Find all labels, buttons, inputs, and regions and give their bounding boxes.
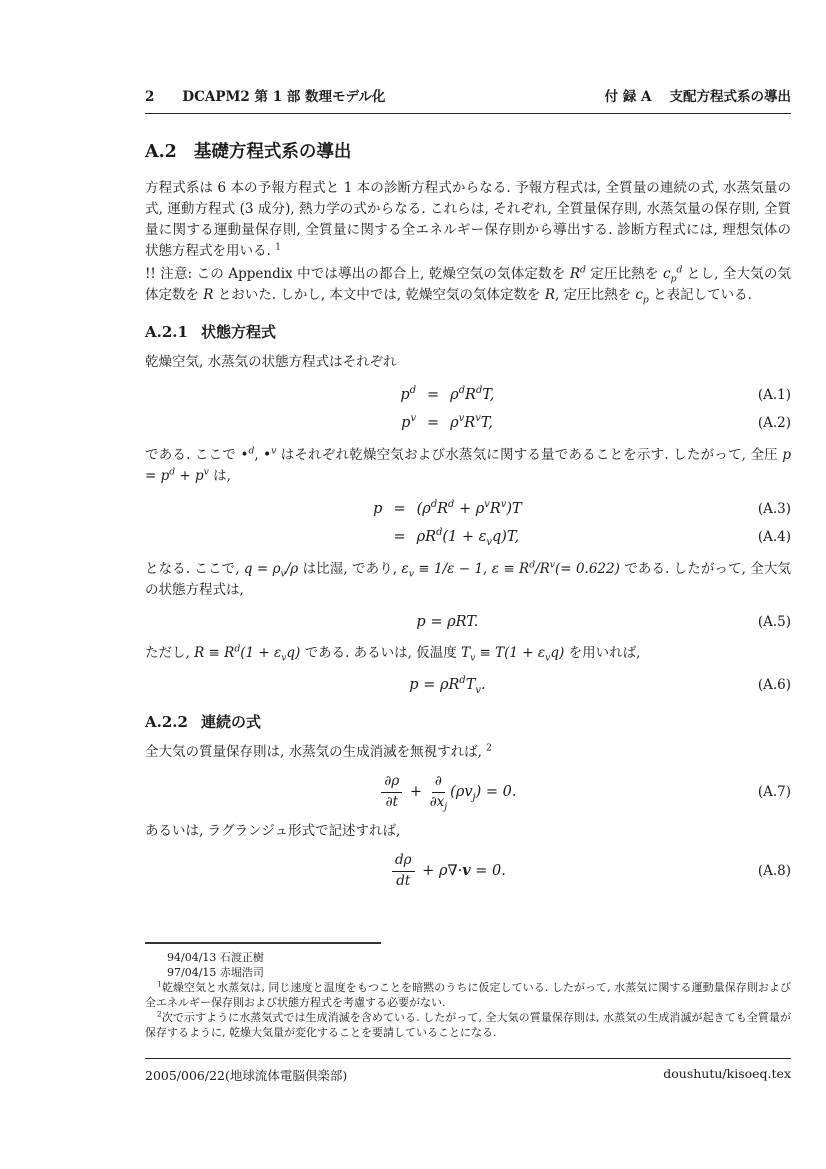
- equation-a2-lhs: $p^v$: [401, 413, 417, 431]
- equation-a2-rhs: $\rho^vR^vT$,: [450, 413, 493, 431]
- equation-a3-label: (A.3): [757, 501, 791, 517]
- equation-a2-relation: =: [427, 415, 440, 431]
- document-page: [145, 90, 791, 900]
- footnote-area: [145, 942, 791, 1040]
- equation-a8-body: $\frac{d\rho}{dt}$ + ρ∇·v = 0.: [389, 852, 506, 890]
- section-title: 基礎方程式系の導出: [193, 142, 352, 162]
- subsection-title: 状態方程式: [200, 323, 276, 341]
- running-title-left: DCAPM2 第 1 部 数理モデル化: [182, 89, 386, 105]
- footnote-1: $^1$乾燥空気と水蒸気は, 同じ速度と温度をもつことを暗黙のうちに仮定している. したがって, 水蒸気に関する運動量保存則および全エネルギー保存則および状態方程式を考慮する必要がない.: [145, 979, 791, 1009]
- appendix-label: 付 録 A: [604, 89, 652, 105]
- paragraph-total-pressure: である. ここで •$^d$, •$^v$ はそれぞれ乾燥空気および水蒸気に関する量であることを示す. したがって, 全圧 $p = p^d + p^v$ は,: [145, 445, 792, 484]
- page-header: [145, 90, 791, 114]
- page-footer: [145, 1058, 791, 1084]
- paragraph-note: !! 注意: この Appendix 中では導出の都合上, 乾燥空気の気体定数を $R^d$ 定圧比熱を $c_p^d$ とし, 全大気の気体定数を R とおいた. しかし, 本文中では, 乾燥空気の気体定数を R, 定圧比熱を $c_p$ と表記している.: [145, 264, 791, 306]
- footnote-2: $^2$次で示すように水蒸気式では生成消滅を含めている. したがって, 全大気の質量保存則は, 水蒸気の生成消滅が起きても全質量が保存するように, 乾燥大気量が変化することを要請していることになる.: [145, 1009, 791, 1039]
- footnote-rule: [145, 942, 381, 944]
- footer-filename: doushutu/kisoeq.tex: [663, 1066, 791, 1081]
- equation-a1-lhs: $p^d$: [400, 385, 417, 403]
- equation-a7: [145, 773, 791, 811]
- equation-a1-rhs: $\rho^dR^dT$,: [450, 385, 495, 403]
- equation-a6-body: $p = \rho R^dT_v$.: [409, 675, 486, 696]
- section-number: A.2: [145, 142, 177, 162]
- paragraph-intro: 方程式系は 6 本の予報方程式と 1 本の診断方程式からなる. 予報方程式は, 全質量の連続の式, 水蒸気量の式, 運動方程式 (3 成分), 熱力学の式からなる. これらは, それぞれ, 全質量保存則, 水蒸気量の保存則, 全質量に関する運動量保存則, 全質量に関する全エネルギー保存則から導出する. 診断方程式には, 理想気体の状態方程式を用いる. $^1$: [145, 180, 791, 259]
- equation-a1-relation: =: [427, 387, 440, 403]
- subsection-number: A.2.2: [145, 713, 188, 731]
- equation-a8-label: (A.8): [757, 863, 792, 880]
- revision-credit-2: 97/04/15 赤堀浩司: [167, 966, 264, 979]
- header-right: [605, 90, 791, 105]
- paragraph-mass-conservation: 全大気の質量保存則は, 水蒸気の生成消滅を無視すれば, $^2$: [145, 742, 493, 760]
- equation-a2-label: (A.2): [757, 415, 791, 431]
- subsection-title: 連続の式: [200, 713, 261, 731]
- equation-a3-relation: =: [393, 501, 406, 517]
- equation-a4-label: (A.4): [757, 529, 791, 545]
- equation-a8: [145, 852, 791, 890]
- equation-a6: [145, 674, 791, 696]
- header-left: [145, 90, 385, 105]
- equation-a5-label: (A.5): [757, 614, 792, 630]
- equation-a6-label: (A.6): [757, 677, 792, 693]
- subsection-heading-state-equation: [145, 322, 791, 343]
- equation-group-a1-a2: [145, 383, 791, 435]
- paragraph-virtual-temperature: ただし, $R \equiv R^d(1 + \varepsilon_vq)$ である. あるいは, 仮温度 $T_v \equiv T(1 + \varepsilon_vq)$ を用いれば,: [145, 643, 641, 664]
- equation-group-a3-a4: [145, 497, 791, 549]
- subsection-heading-continuity: [145, 712, 791, 733]
- revision-credit-1: 94/04/13 石渡正樹: [167, 951, 264, 964]
- equation-a4-rhs: $\rho R^d(1 + \varepsilon_vq)T$,: [416, 527, 520, 548]
- section-heading: [145, 140, 791, 164]
- equation-a3-rhs: $(\rho^dR^d + \rho^vR^v)T$: [416, 499, 522, 517]
- equation-a1-label: (A.1): [757, 387, 791, 403]
- equation-a4-relation: =: [393, 529, 406, 545]
- subsection-number: A.2.1: [145, 323, 188, 341]
- equation-a3-lhs: p: [373, 501, 383, 517]
- equation-a5: [145, 611, 791, 633]
- paragraph-lagrangian: あるいは, ラグランジュ形式で記述すれば,: [145, 823, 401, 840]
- footer-imprint: 2005/006/22(地球流体電脳倶楽部): [145, 1068, 348, 1083]
- equation-a5-body: p = ρRT.: [416, 614, 479, 630]
- equation-a7-label: (A.7): [757, 784, 792, 801]
- paragraph-state-intro: 乾燥空気, 水蒸気の状態方程式はそれぞれ: [145, 354, 397, 370]
- paragraph-specific-humidity: となる. ここで, $q = \rho_v/\rho$ は比湿, であり, $\varepsilon_v \equiv 1/\varepsilon - 1$, $\varepsilon \equiv R^d/R^v(= 0.622)$ である. したがって, 全大気の状態方程式は,: [145, 559, 791, 598]
- running-title-right: 支配方程式系の導出: [669, 89, 791, 105]
- equation-a7-body: $\frac{\partial\rho}{\partial t}$ + $\frac{\partial}{\partial x_j}$ $(\rho v_j) = 0$.: [378, 773, 516, 811]
- page-number: 2: [145, 89, 155, 105]
